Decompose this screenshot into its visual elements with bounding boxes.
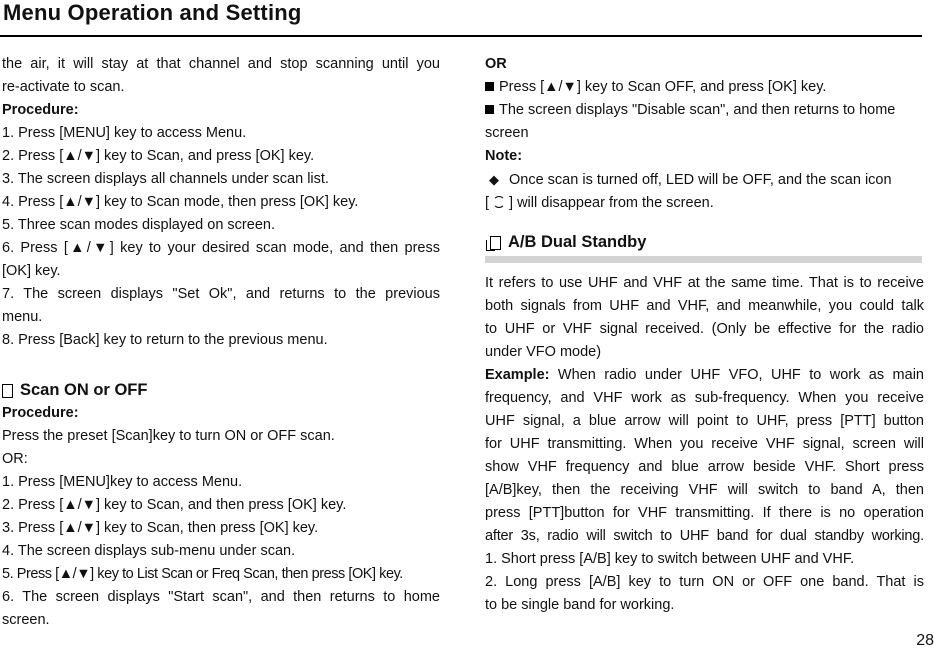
step-line: 5. Press [▲/▼] key to List Scan or Freq Scan, then press [OK] key. — [2, 566, 403, 582]
section-heading-ab-dual-standby — [485, 230, 924, 254]
step-line: 1. Press [MENU] key to access Menu. — [2, 125, 247, 141]
preset-line: Press the preset [Scan]key to turn ON or OFF scan. — [2, 428, 335, 444]
note-line — [485, 168, 924, 192]
diamond-bullet-icon: ◆ — [489, 172, 499, 187]
step-line: screen. — [2, 612, 50, 628]
step-line: 6. Press [▲/▼] key to your desired scan mode, and then press — [2, 240, 440, 256]
example-line: frequency, and VHF work as sub-frequency. When you receive — [485, 390, 924, 406]
left-column — [2, 53, 440, 632]
step-line: 2. Long press [A/B] key to turn ON or OFF one band. That is — [485, 574, 924, 590]
bullet-text: Press [▲/▼] key to Scan OFF, and press [OK] key. — [499, 79, 827, 95]
intro-line: the air, it will stay at that channel and stop scanning until you — [2, 56, 440, 72]
para-line: It refers to use UHF and VHF at the same time. That is to receive — [485, 275, 924, 291]
section-title: Scan ON or OFF — [20, 380, 148, 399]
section-title: A/B Dual Standby — [508, 232, 647, 251]
procedure-label: Procedure: — [2, 405, 79, 421]
section-underline — [485, 256, 922, 263]
step-line: 8. Press [Back] key to return to the previous menu. — [2, 332, 328, 348]
or-label: OR — [485, 56, 507, 72]
step-line: 3. Press [▲/▼] key to Scan, then press [OK] key. — [2, 520, 319, 536]
bullet-text: The screen displays "Disable scan", and then returns to home — [499, 102, 896, 118]
step-line: 2. Press [▲/▼] key to Scan, and then press [OK] key. — [2, 497, 347, 513]
step-line: 1. Short press [A/B] key to switch between UHF and VHF. — [485, 551, 855, 567]
example-label: Example: — [485, 367, 550, 383]
square-bullet-icon — [485, 105, 494, 114]
bullet-continuation: screen — [485, 125, 529, 141]
step-line: 4. The screen displays sub-menu under scan. — [2, 543, 296, 559]
bullet-item — [485, 76, 924, 99]
step-line: 7. The screen displays "Set Ok", and returns to the previous — [2, 286, 440, 302]
step-line: 2. Press [▲/▼] key to Scan, and press [OK] key. — [2, 148, 315, 164]
square-bullet-icon — [485, 82, 494, 91]
example-line: show VHF frequency and blue arrow beside VHF. Short press — [485, 459, 924, 475]
step-line: 4. Press [▲/▼] key to Scan mode, then press [OK] key. — [2, 194, 359, 210]
note-line: [ ] will disappear from the screen. — [485, 195, 714, 211]
procedure-label: Procedure: — [2, 102, 79, 118]
page-icon — [2, 384, 13, 398]
or-line: OR: — [2, 451, 28, 467]
bullet-item — [485, 99, 924, 122]
example-line: [A/B]key, then the receiving VHF will switch to band A, then — [485, 482, 924, 498]
note-text: Once scan is turned off, LED will be OFF, and the scan icon — [509, 172, 892, 188]
para-line: to UHF or VHF signal received. (Only be effective for the radio — [485, 321, 924, 337]
step-line: menu. — [2, 309, 43, 325]
pages-icon — [490, 236, 501, 250]
step-line: 5. Three scan modes displayed on screen. — [2, 217, 275, 233]
page-number: 28 — [916, 632, 934, 649]
step-line: 6. The screen displays "Start scan", and then returns to home — [2, 589, 440, 605]
header-rule — [0, 35, 922, 37]
step-line: 1. Press [MENU]key to access Menu. — [2, 474, 243, 490]
section-heading-scan-on-off — [2, 378, 440, 402]
intro-line: re-activate to scan. — [2, 79, 125, 95]
example-line: after 3s, radio will switch to UHF band for dual standby working. — [485, 528, 924, 544]
example-line: press [PTT]button for VHF transmitting. If there is no operation — [485, 505, 924, 521]
step-line: [OK] key. — [2, 263, 61, 279]
example-line: Example: When radio under UHF VFO, UHF to work as main — [485, 367, 924, 383]
para-line: under VFO mode) — [485, 344, 602, 360]
para-line: both signals from UHF and VHF, and meanwhile, you could talk — [485, 298, 924, 314]
scan-icon — [493, 196, 505, 208]
example-line: UHF signal, a blue arrow will point to UHF, press [PTT] button — [485, 413, 924, 429]
step-line: to be single band for working. — [485, 597, 675, 613]
example-line: for UHF transmitting. When you receive VHF signal, screen will — [485, 436, 924, 452]
page-title: Menu Operation and Setting — [3, 0, 302, 25]
step-line: 3. The screen displays all channels under scan list. — [2, 171, 329, 187]
right-column — [485, 53, 924, 617]
note-label: Note: — [485, 148, 523, 164]
